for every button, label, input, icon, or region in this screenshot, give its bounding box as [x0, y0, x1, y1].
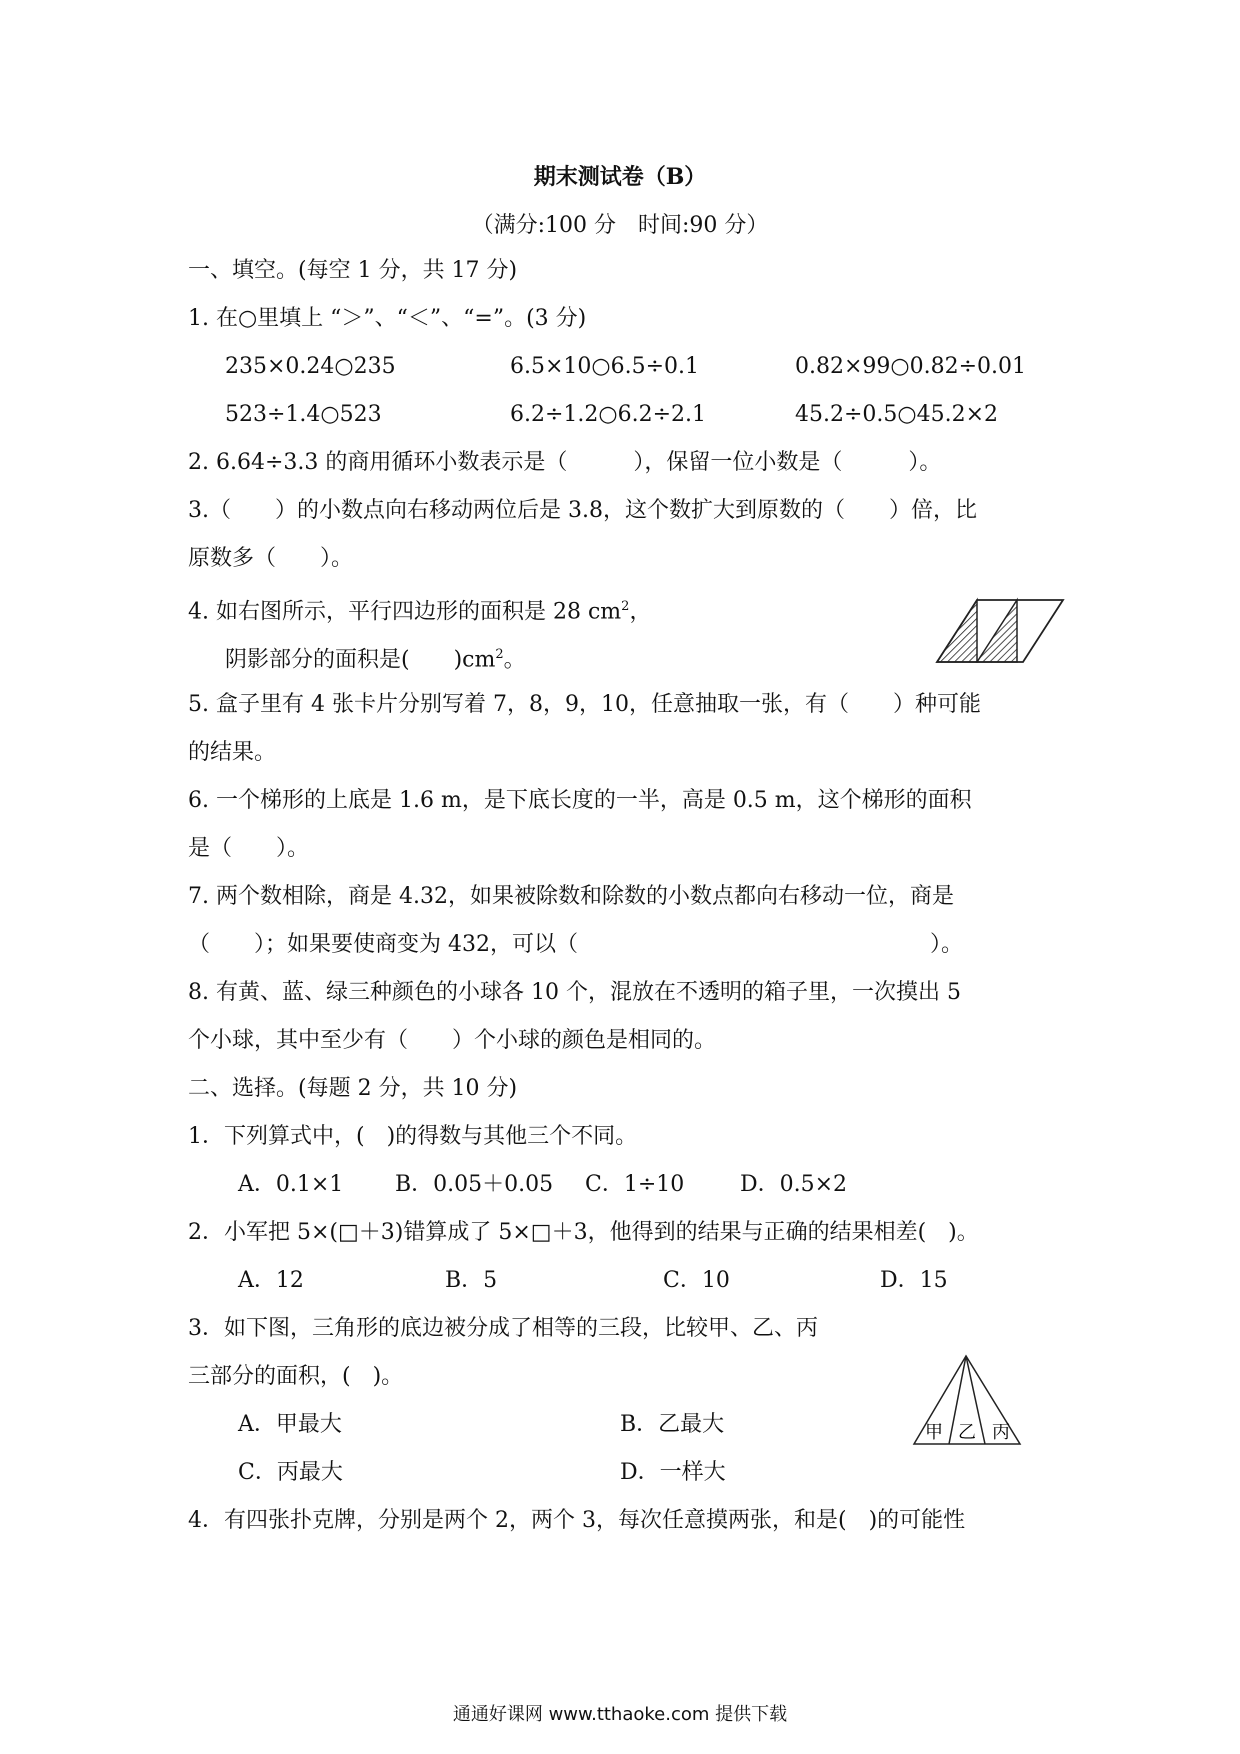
s1-q3-line2: 原数多（ ）。: [188, 546, 354, 571]
compare-cell: 6.5×10○6.5÷0.1: [510, 354, 700, 379]
s2-q3-line2: 三部分的面积，( )。: [188, 1364, 404, 1389]
compare-cell: 0.82×99○0.82÷0.01: [795, 354, 1027, 379]
s1-q4-line2: 阴影部分的面积是( )$cm^2$。: [225, 647, 526, 673]
s2-q1: 1．下列算式中，( )的得数与其他三个不同。: [188, 1124, 638, 1149]
option: B．5: [445, 1268, 498, 1293]
option: D．15: [880, 1268, 948, 1293]
triangle-label: 乙: [958, 1422, 976, 1443]
option: C．丙最大: [238, 1460, 343, 1485]
page-title: 期末测试卷（B）: [533, 164, 707, 190]
s1-q7-line2: （ ）；如果要使商变为 432，可以（ ）。: [188, 932, 963, 957]
compare-cell: 6.2÷1.2○6.2÷2.1: [510, 402, 707, 427]
shaded-triangle: [977, 600, 1017, 662]
compare-cell: 235×0.24○235: [225, 354, 396, 379]
compare-cell: 523÷1.4○523: [225, 402, 382, 427]
triangle-label: 丙: [992, 1422, 1010, 1443]
s2-q4: 4．有四张扑克牌，分别是两个 2，两个 3，每次任意摸两张，和是( )的可能性: [188, 1508, 966, 1533]
option: D．一样大: [620, 1460, 726, 1485]
s2-q2: 2．小军把 5×(□＋3)错算成了 5×□＋3，他得到的结果与正确的结果相差( )。: [188, 1220, 979, 1245]
s1-q3-line1: 3.（ ）的小数点向右移动两位后是 3.8，这个数扩大到原数的（ ）倍，比: [188, 498, 977, 523]
option: B．0.05＋0.05: [395, 1172, 554, 1197]
superscript: 2: [621, 599, 630, 614]
compare-cell: 45.2÷0.5○45.2×2: [795, 402, 999, 427]
option: C．10: [663, 1268, 730, 1293]
superscript: 2: [495, 647, 504, 662]
option: A．0.1×1: [238, 1172, 344, 1197]
option: A．12: [238, 1268, 304, 1293]
parallelogram-figure: [935, 596, 1065, 666]
footer: 通通好课网 www.tthaoke.com 提供下载: [452, 1704, 788, 1725]
option: A．甲最大: [238, 1412, 342, 1437]
triangle-label: 甲: [925, 1422, 943, 1443]
s1-q6-line1: 6. 一个梯形的上底是 1.6 m，是下底长度的一半，高是 0.5 m，这个梯形的面积: [188, 788, 972, 813]
triangle-figure: [912, 1352, 1024, 1452]
option: C．1÷10: [585, 1172, 685, 1197]
s2-q3-line1: 3．如下图，三角形的底边被分成了相等的三段，比较甲、乙、丙: [188, 1316, 818, 1341]
section1-heading: 一、填空。(每空 1 分，共 17 分): [188, 258, 518, 283]
section2-heading: 二、选择。(每题 2 分，共 10 分): [188, 1076, 518, 1101]
option: D．0.5×2: [740, 1172, 848, 1197]
s1-q8-line1: 8. 有黄、蓝、绿三种颜色的小球各 10 个，混放在不透明的箱子里，一次摸出 5: [188, 980, 961, 1005]
s1-q5-line1: 5. 盒子里有 4 张卡片分别写着 7，8，9，10，任意抽取一张，有（ ）种可能: [188, 692, 981, 717]
s1-q6-line2: 是（ ）。: [188, 836, 310, 861]
page-subtitle: （满分:100 分 时间:90 分）: [471, 213, 769, 238]
s1-q4-line1: 4. 如右图所示，平行四边形的面积是 28 $cm^2$，: [188, 599, 652, 625]
s1-q8-line2: 个小球，其中至少有（ ）个小球的颜色是相同的。: [188, 1028, 717, 1053]
s1-q7-line1: 7. 两个数相除，商是 4.32，如果被除数和除数的小数点都向右移动一位，商是: [188, 884, 954, 909]
s1-q1: 1. 在○里填上 “＞”、“＜”、“=”。(3 分): [188, 306, 587, 331]
s1-q2: 2. 6.64÷3.3 的商用循环小数表示是（ ），保留一位小数是（ ）。: [188, 450, 942, 475]
option: B．乙最大: [620, 1412, 725, 1437]
s1-q5-line2: 的结果。: [188, 740, 277, 765]
